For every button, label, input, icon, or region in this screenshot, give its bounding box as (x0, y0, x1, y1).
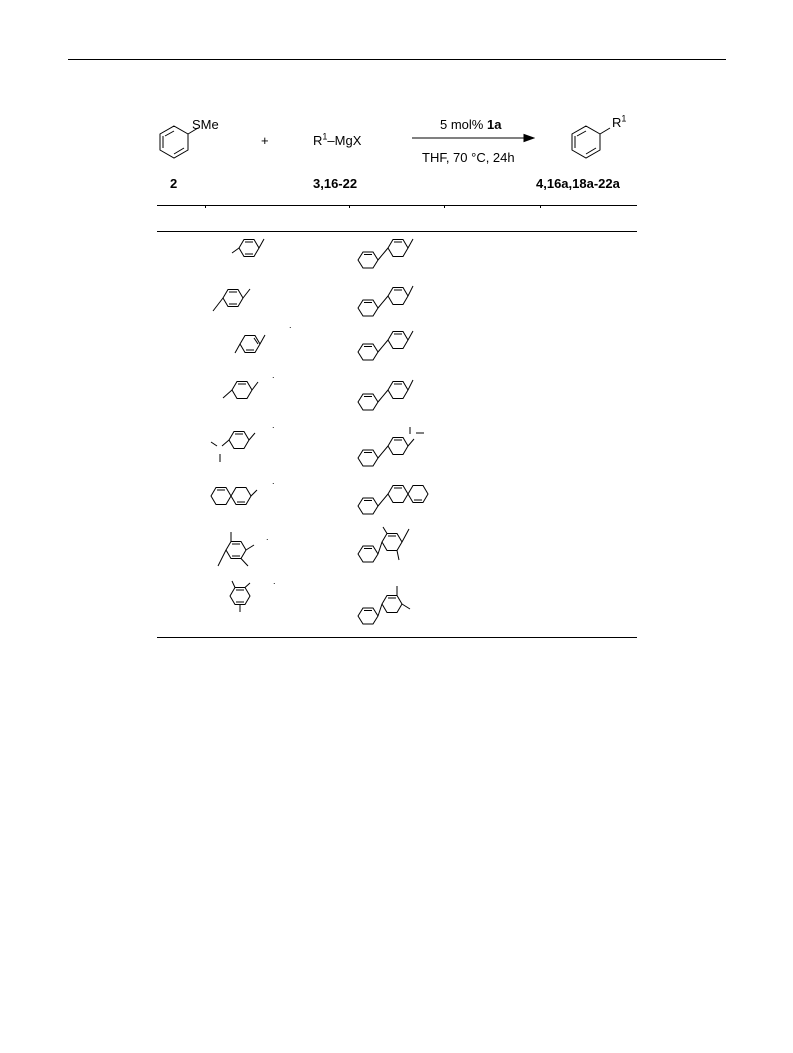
column-tick (349, 205, 350, 208)
column-tick (444, 205, 445, 208)
column-tick (205, 205, 206, 208)
row-4-product-structure (352, 374, 422, 414)
row-5-product-structure (352, 422, 437, 470)
grignard-reagent: $R^1$–MgX (313, 131, 362, 148)
row-1-product-structure (352, 234, 422, 270)
table-top-rule (157, 205, 637, 206)
row-8-product-structure (352, 582, 422, 626)
row-3-reagent-structure (228, 328, 278, 360)
row-4-reagent-structure (218, 376, 268, 406)
catalyst-condition: 5 mol% 1a (440, 117, 502, 132)
row-8-reagent-structure (218, 578, 268, 616)
compound-number-3: 3,16-22 (313, 176, 358, 191)
row-3-marker: . (289, 320, 292, 330)
row-1-reagent-structure (225, 234, 275, 264)
row-5-marker: . (272, 420, 275, 430)
compound-number-2: 2 (170, 176, 178, 191)
table-bottom-rule (157, 637, 637, 638)
row-3-product-structure (352, 326, 422, 362)
row-7-product-structure (352, 522, 427, 570)
row-2-reagent-structure (205, 282, 265, 316)
page-header-rule (68, 59, 726, 60)
row-8-marker: . (273, 576, 276, 586)
reaction-arrow (410, 133, 535, 143)
product-number: 4,16a,18a-22a (536, 176, 620, 191)
row-5-reagent-structure (205, 424, 270, 468)
row-4-marker: . (272, 370, 275, 380)
table-header-rule (157, 231, 637, 232)
row-7-reagent-structure (210, 528, 270, 574)
row-6-product-structure (352, 476, 437, 518)
plus-sign: + (261, 133, 269, 148)
column-tick (540, 205, 541, 208)
product-r1-label: $R^1$ (612, 113, 627, 130)
sme-label: SMe (192, 117, 219, 132)
row-7-marker: . (266, 532, 269, 542)
solvent-condition: THF, 70 °C, 24h (422, 150, 515, 165)
row-6-marker: . (272, 476, 275, 486)
row-6-reagent-structure (205, 480, 270, 512)
row-2-product-structure (352, 280, 422, 320)
